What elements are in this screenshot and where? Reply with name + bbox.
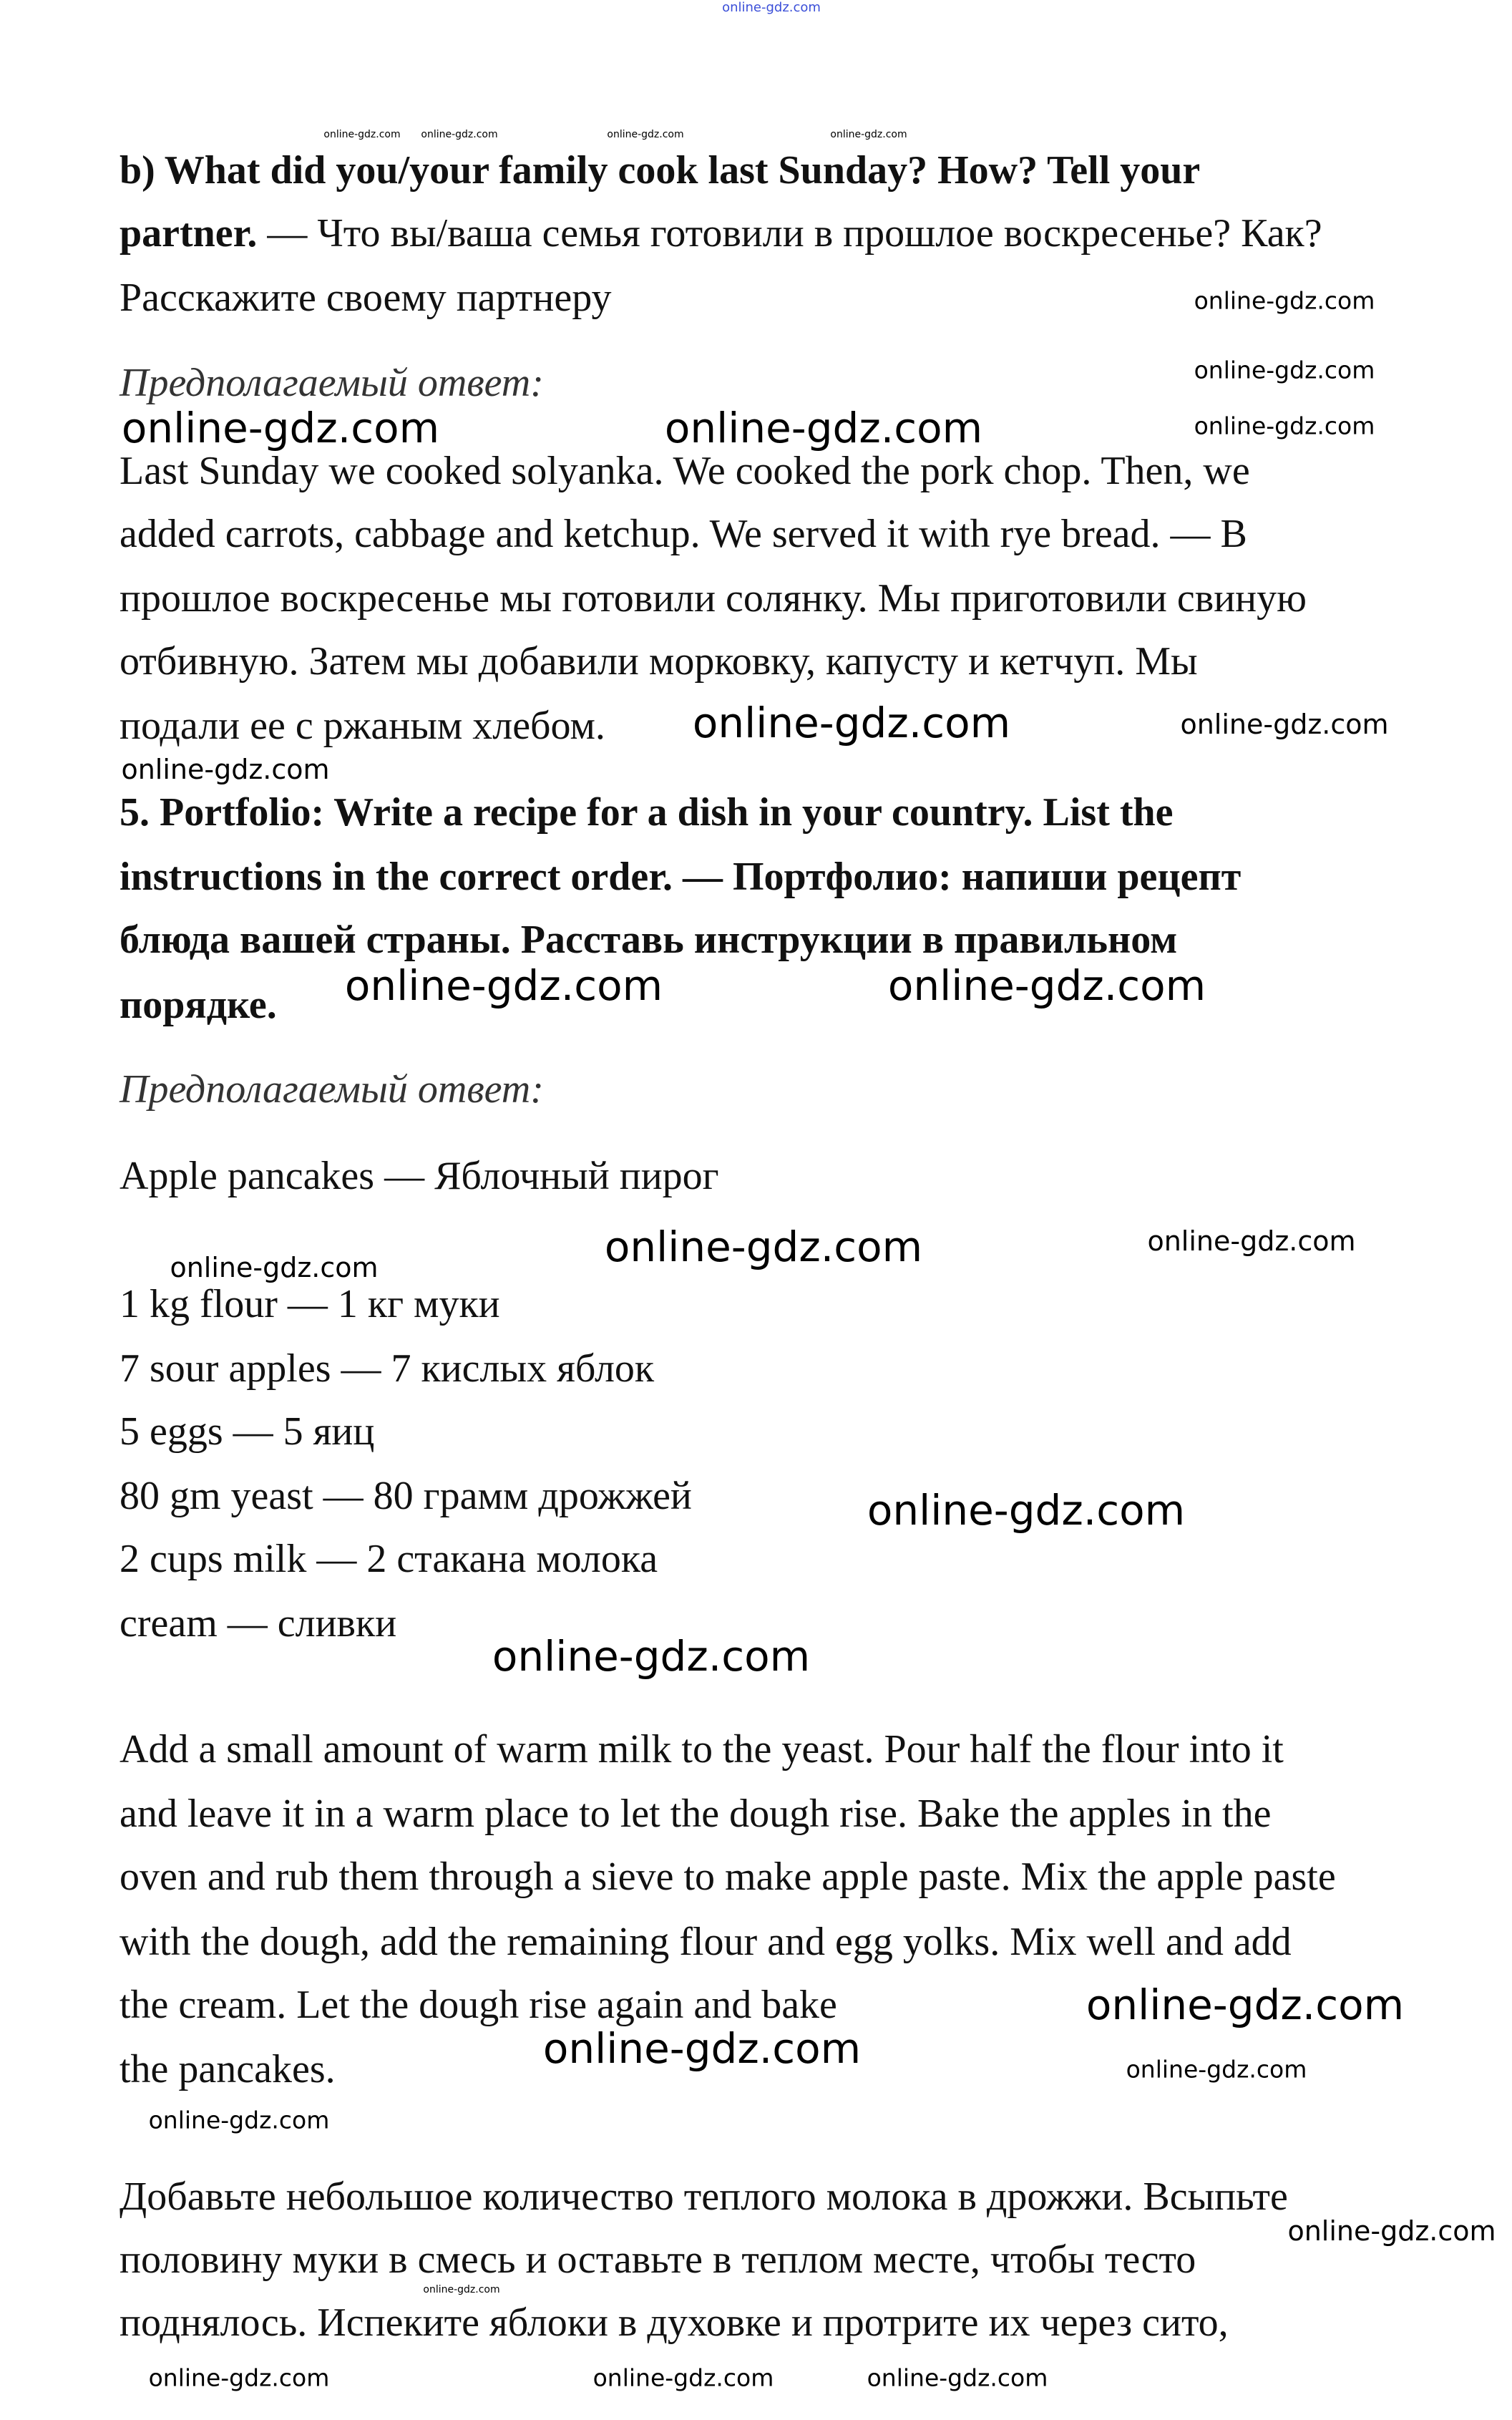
answer-b-line: отбивную. Затем мы добавили морковку, капусту и кетчуп. Мы	[120, 639, 1198, 684]
watermark: online-gdz.com	[867, 1486, 1186, 1535]
ingredient-item: 2 cups milk — 2 стакана молока	[120, 1537, 658, 1581]
task-b-bold-word: partner.	[120, 211, 258, 256]
watermark: online-gdz.com	[121, 404, 440, 452]
watermark: online-gdz.com	[121, 754, 330, 785]
watermark: online-gdz.com	[1194, 412, 1375, 440]
instruction-ru-line: поднялось. Испеките яблоки в духовке и протрите их через сито,	[120, 2300, 1229, 2345]
task-b-heading-line-3: Расскажите своему партнеру	[120, 276, 612, 320]
ingredient-item: 80 gm yeast — 80 грамм дрожжей	[120, 1474, 692, 1518]
answer-label: Предполагаемый ответ:	[120, 361, 544, 405]
watermark: online-gdz.com	[170, 1252, 379, 1283]
task-5-heading-line: блюда вашей страны. Расставь инструкции в правильном	[120, 918, 1178, 962]
watermark: online-gdz.com	[604, 1223, 923, 1271]
watermark: online-gdz.com	[1086, 1981, 1405, 2029]
recipe-title: Apple pancakes — Яблочный пирог	[120, 1154, 719, 1198]
instruction-en-line: the pancakes.	[120, 2047, 336, 2091]
watermark: online-gdz.com	[423, 2284, 500, 2295]
watermark: online-gdz.com	[592, 2363, 774, 2392]
answer-b-line: прошлое воскресенье мы готовили солянку. Мы приготовили свиную	[120, 576, 1307, 621]
watermark: online-gdz.com	[323, 129, 401, 140]
watermark: online-gdz.com	[887, 961, 1206, 1010]
watermark: online-gdz.com	[867, 2363, 1048, 2392]
watermark: online-gdz.com	[1287, 2215, 1496, 2247]
task-5-heading-line: порядке.	[120, 983, 277, 1027]
watermark: online-gdz.com	[1194, 286, 1375, 315]
instruction-en-line: with the dough, add the remaining flour and egg yolks. Mix well and add	[120, 1920, 1292, 1964]
ingredient-item: 7 sour apples — 7 кислых яблок	[120, 1346, 655, 1391]
watermark: online-gdz.com	[542, 2024, 862, 2073]
instruction-en-line: the cream. Let the dough rise again and bake	[120, 1983, 837, 2027]
watermark: online-gdz.com	[722, 0, 821, 15]
watermark: online-gdz.com	[344, 961, 663, 1010]
instruction-en-line: oven and rub them through a sieve to make apple paste. Mix the apple paste	[120, 1855, 1336, 1899]
watermark: online-gdz.com	[607, 129, 684, 140]
instruction-ru-line: половину муки в смесь и оставьте в теплом месте, чтобы тесто	[120, 2237, 1196, 2282]
task-5-heading-line: 5. Portfolio: Write a recipe for a dish in your country. List the	[120, 790, 1174, 835]
watermark: online-gdz.com	[1180, 709, 1389, 740]
watermark: online-gdz.com	[692, 699, 1011, 747]
instruction-en-line: Add a small amount of warm milk to the yeast. Pour half the flour into it	[120, 1727, 1284, 1772]
watermark: online-gdz.com	[148, 2363, 330, 2392]
ingredient-item: 1 kg flour — 1 кг муки	[120, 1282, 500, 1326]
instruction-en-line: and leave it in a warm place to let the dough rise. Bake the apples in the	[120, 1792, 1272, 1836]
watermark: online-gdz.com	[1194, 356, 1375, 384]
task-5-heading-line: instructions in the correct order. — Портфолио: напиши рецепт	[120, 855, 1242, 899]
answer-b-line: Last Sunday we cooked solyanka. We cooked the pork chop. Then, we	[120, 449, 1250, 493]
watermark: online-gdz.com	[664, 404, 983, 452]
watermark: online-gdz.com	[1126, 2055, 1307, 2084]
watermark: online-gdz.com	[830, 129, 907, 140]
task-b-heading-line-1: b) What did you/your family cook last Sunday? How? Tell your	[120, 148, 1201, 193]
answer-label: Предполагаемый ответ:	[120, 1067, 544, 1112]
watermark: online-gdz.com	[421, 129, 498, 140]
ingredient-item: 5 eggs — 5 яиц	[120, 1409, 375, 1454]
task-b-heading-line-2	[120, 212, 1322, 255]
ingredient-item: cream — сливки	[120, 1601, 397, 1646]
watermark: online-gdz.com	[492, 1632, 811, 1681]
task-b-translation: — Что вы/ваша семья готовили в прошлое воскресенье? Как?	[257, 211, 1322, 256]
watermark: online-gdz.com	[1147, 1225, 1356, 1257]
watermark: online-gdz.com	[148, 2106, 330, 2134]
answer-b-line: added carrots, cabbage and ketchup. We served it with rye bread. — В	[120, 512, 1247, 556]
instruction-ru-line: Добавьте небольшое количество теплого молока в дрожжи. Всыпьте	[120, 2174, 1288, 2219]
answer-b-line: подали ее с ржаным хлебом.	[120, 704, 605, 748]
